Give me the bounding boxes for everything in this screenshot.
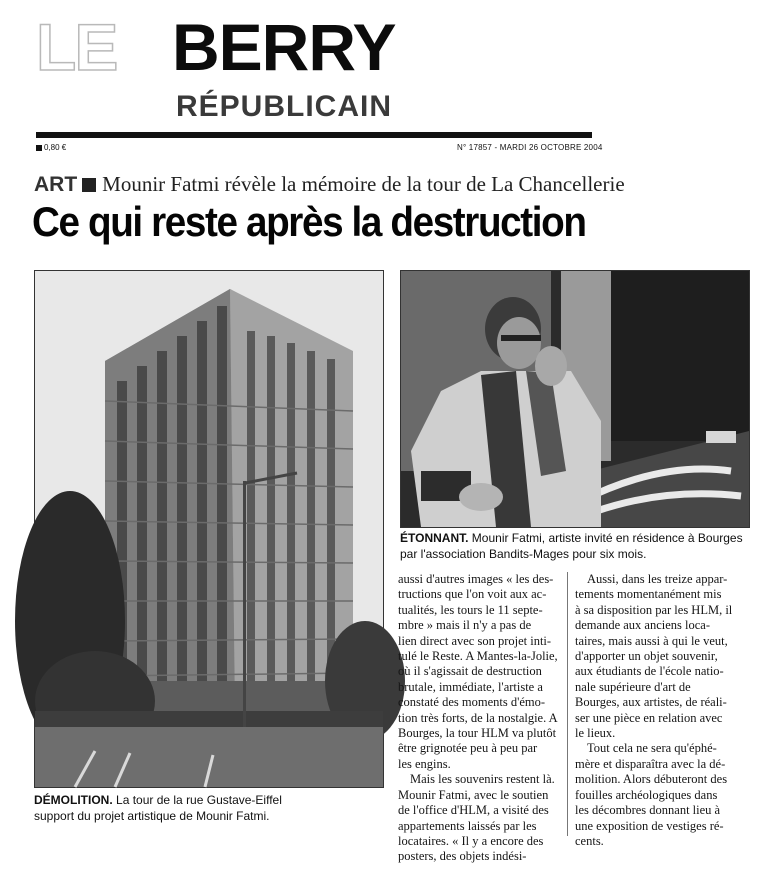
- article-text-line: mbre » mais il n'y a pas de: [398, 618, 532, 633]
- article-column-2: [575, 572, 745, 848]
- masthead-republicain: RÉPUBLICAIN: [176, 90, 393, 123]
- article-text-line: Tout cela ne sera qu'éphé-: [587, 741, 717, 756]
- article-column-1: [398, 572, 562, 864]
- caption-line: support du projet artistique de Mounir Fatmi.: [34, 809, 270, 823]
- caption-line: La tour de la rue Gustave-Eiffel: [116, 793, 282, 807]
- tower-illustration: [35, 271, 383, 787]
- article-text-line: de l'office d'HLM, a visité des: [398, 803, 549, 818]
- caption-label: ÉTONNANT.: [400, 531, 469, 545]
- photo-artist: [400, 270, 750, 528]
- article-text-line: où il s'agissait de destruction: [398, 664, 542, 679]
- article-text-line: à sa disposition par les HLM, il: [575, 602, 733, 617]
- article-text-line: d'apporter un objet souvenir,: [575, 649, 718, 664]
- article-text-line: aussi d'autres images « les des-: [398, 572, 554, 586]
- article-text-line: Mais les souvenirs restent là.: [410, 772, 555, 787]
- article-text-line: être grignotée peu à peu par: [398, 741, 538, 756]
- article-text-line: molition. Alors débuteront des: [575, 772, 728, 787]
- article-text-line: fouilles archéologiques dans: [575, 787, 718, 802]
- masthead-le: LE: [36, 10, 117, 84]
- photo-artist-caption: [400, 530, 750, 562]
- kicker-text: Mounir Fatmi révèle la mémoire de la tour de La Chancellerie: [102, 172, 625, 196]
- article-text-line: lien direct avec son projet inti-: [398, 633, 552, 648]
- article-text-line: une exposition de vestiges ré-: [575, 818, 724, 833]
- masthead-rule: [36, 132, 592, 138]
- article-text-line: ser une pièce en relation avec: [575, 710, 723, 725]
- article-text-line: nale supérieure d'art de: [575, 679, 691, 694]
- article-text-line: appartements laissés par les: [398, 818, 537, 833]
- bullet-square-icon: [36, 145, 42, 151]
- article-kicker: [34, 172, 625, 197]
- article-text-line: Bourges, la tour HLM va plutôt: [398, 726, 557, 741]
- article-text-line: taires, mais aussi à qui le veut,: [575, 633, 728, 648]
- article-text-line: Mounir Fatmi, avec le soutien: [398, 787, 549, 802]
- article-text-line: locataires. « Il y a encore des: [398, 833, 544, 848]
- article-text-line: demande aux anciens loca-: [575, 618, 711, 633]
- caption-label: DÉMOLITION.: [34, 793, 113, 807]
- article-text-line: le lieux.: [575, 726, 616, 741]
- article-text-line: tructions que l'on voit aux ac-: [398, 587, 547, 602]
- article-text-line: brutale, immédiate, l'artiste a: [398, 679, 543, 694]
- article-text-line: posters, des objets indési-: [398, 849, 527, 864]
- article-text-line: les décombres donnant lieu à: [575, 803, 721, 818]
- article-text-line: tulé le Reste. A Mantes-la-Jolie,: [398, 649, 558, 664]
- caption-line: Mounir Fatmi, artiste invité en résidence à Bourges: [471, 531, 743, 545]
- square-bullet-icon: [82, 178, 96, 192]
- photo-tower-caption: [34, 792, 384, 824]
- article-text-line: tualités, les tours le 11 septe-: [398, 602, 543, 617]
- article-text-line: les engins.: [398, 756, 451, 771]
- article-text-line: aux étudiants de l'école natio-: [575, 664, 724, 679]
- article-text-line: Aussi, dans les treize appar-: [587, 572, 728, 586]
- artist-illustration: [401, 271, 749, 527]
- price-value: 0,80 €: [44, 143, 67, 152]
- article-text-line: cents.: [575, 833, 604, 848]
- column-separator: [567, 572, 568, 836]
- article-text-line: tion très forts, de la nostalgie. A: [398, 710, 558, 725]
- masthead-berry: BERRY: [172, 10, 396, 84]
- article-text-line: Bourges, aux artistes, de réali-: [575, 695, 727, 710]
- article-text-line: tements momentanément mis: [575, 587, 722, 602]
- article-text-line: mère et disparaîtra avec la dé-: [575, 756, 726, 771]
- caption-line: par l'association Bandits-Mages pour six mois.: [400, 547, 647, 561]
- article-headline: Ce qui reste après la destruction: [32, 198, 586, 245]
- price-label: [36, 143, 66, 152]
- article-category: ART: [34, 173, 78, 196]
- photo-tower: [34, 270, 384, 788]
- issue-date: N° 17857 - MARDI 26 OCTOBRE 2004: [457, 143, 603, 152]
- article-text-line: constaté des moments d'émo-: [398, 695, 546, 710]
